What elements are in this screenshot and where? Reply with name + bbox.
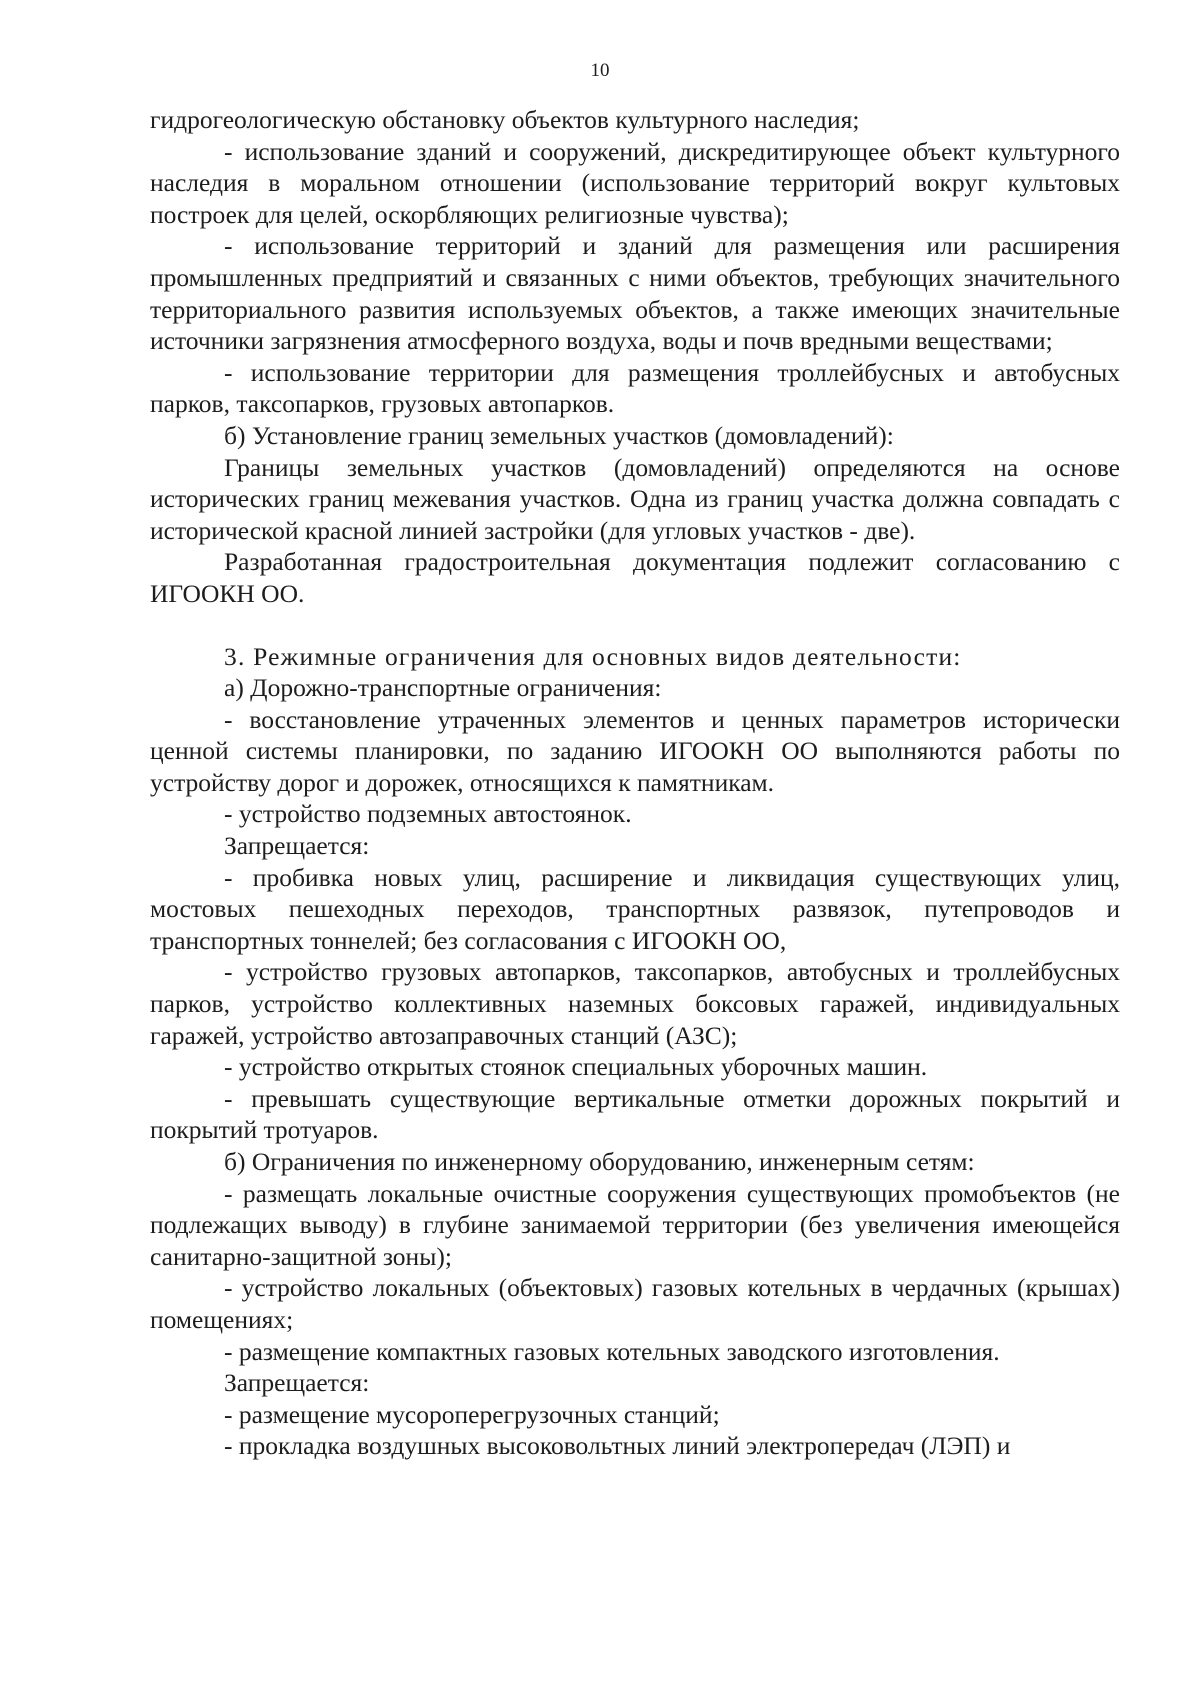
list-item-power-lines: - прокладка воздушных высоковольтных линий электропередач (ЛЭП) и: [224, 1431, 1011, 1461]
prohibited-label-2: Запрещается:: [224, 1368, 370, 1398]
paragraph-boundaries: Границы земельных участков (домовладений) определяются на основе исторических границ межевания участков. Одна из границ участка должна совпадать с исторической красной линией застройки (для угловых участков - две).: [150, 452, 1120, 545]
paragraph-continuation: гидрогеологическую обстановку объектов культурного наследия;: [150, 105, 860, 134]
list-item-treatment-facilities: - размещать локальные очистные сооружения существующих промобъектов (не подлежащих выводу) в глубине занимаемой территории (без увеличения имеющейся санитарно-защитной зоны);: [150, 1178, 1120, 1271]
subsection-heading-boundaries: б) Установление границ земельных участков (домовладений):: [224, 420, 894, 450]
list-item-new-streets: - пробивка новых улиц, расширение и ликвидация существующих улиц, мостовых пешеходных переходов, транспортных развязок, путепроводов и транспортных тоннелей; без согласования с ИГООКН ОО,: [150, 862, 1120, 955]
list-item-garages: - устройство грузовых автопарков, таксопарков, автобусных и троллейбусных парков, устройство коллективных наземных боксовых гаражей, индивидуальных гаражей, устройство автозаправочных станций (АЗС);: [150, 957, 1120, 1050]
section-heading-3: 3. Режимные ограничения для основных видов деятельности:: [224, 641, 962, 671]
list-item-transport-parks: - использование территории для размещения троллейбусных и автобусных парков, таксопарков, грузовых автопарков.: [150, 357, 1120, 419]
list-item-open-parking: - устройство открытых стоянок специальных уборочных машин.: [224, 1052, 928, 1082]
subsection-heading-road-transport: а) Дорожно-транспортные ограничения:: [224, 673, 662, 703]
document-body: [150, 104, 1120, 1462]
list-item-underground-parking: - устройство подземных автостоянок.: [224, 799, 632, 829]
list-item-industrial-use: - использование территорий и зданий для размещения или расширения промышленных предприятий и связанных с ними объектов, требующих значительного территориального развития используемых объектов, а также имеющих значительные источники загрязнения атмосферного воздуха, воды и почв вредными веществами;: [150, 231, 1120, 356]
page-number: 10: [590, 60, 610, 81]
list-item-gas-boilers-attic: - устройство локальных (объектовых) газовых котельных в чердачных (крышах) помещениях;: [150, 1273, 1120, 1334]
list-item-restoration: - восстановление утраченных элементов и ценных параметров исторически ценной системы планировки, по заданию ИГООКН ОО выполняются работы по устройству дорог и дорожек, относящихся к памятникам.: [150, 704, 1120, 797]
prohibited-label: Запрещается:: [224, 831, 370, 861]
list-item-discrediting-use: - использование зданий и сооружений, дискредитирующее объект культурного наследия в моральном отношении (использование территорий вокруг культовых построек для целей, оскорбляющих религиозные чувства);: [150, 136, 1120, 229]
list-item-compact-boilers: - размещение компактных газовых котельных заводского изготовления.: [224, 1336, 1000, 1366]
paragraph-approval: Разработанная градостроительная документация подлежит согласованию с ИГООКН ОО.: [150, 547, 1120, 608]
list-item-vertical-marks: - превышать существующие вертикальные отметки дорожных покрытий и покрытий тротуаров.: [150, 1083, 1120, 1145]
subsection-heading-engineering: б) Ограничения по инженерному оборудованию, инженерным сетям:: [224, 1147, 975, 1176]
list-item-waste-stations: - размещение мусороперегрузочных станций;: [224, 1399, 720, 1429]
section-spacer: [150, 610, 1120, 641]
